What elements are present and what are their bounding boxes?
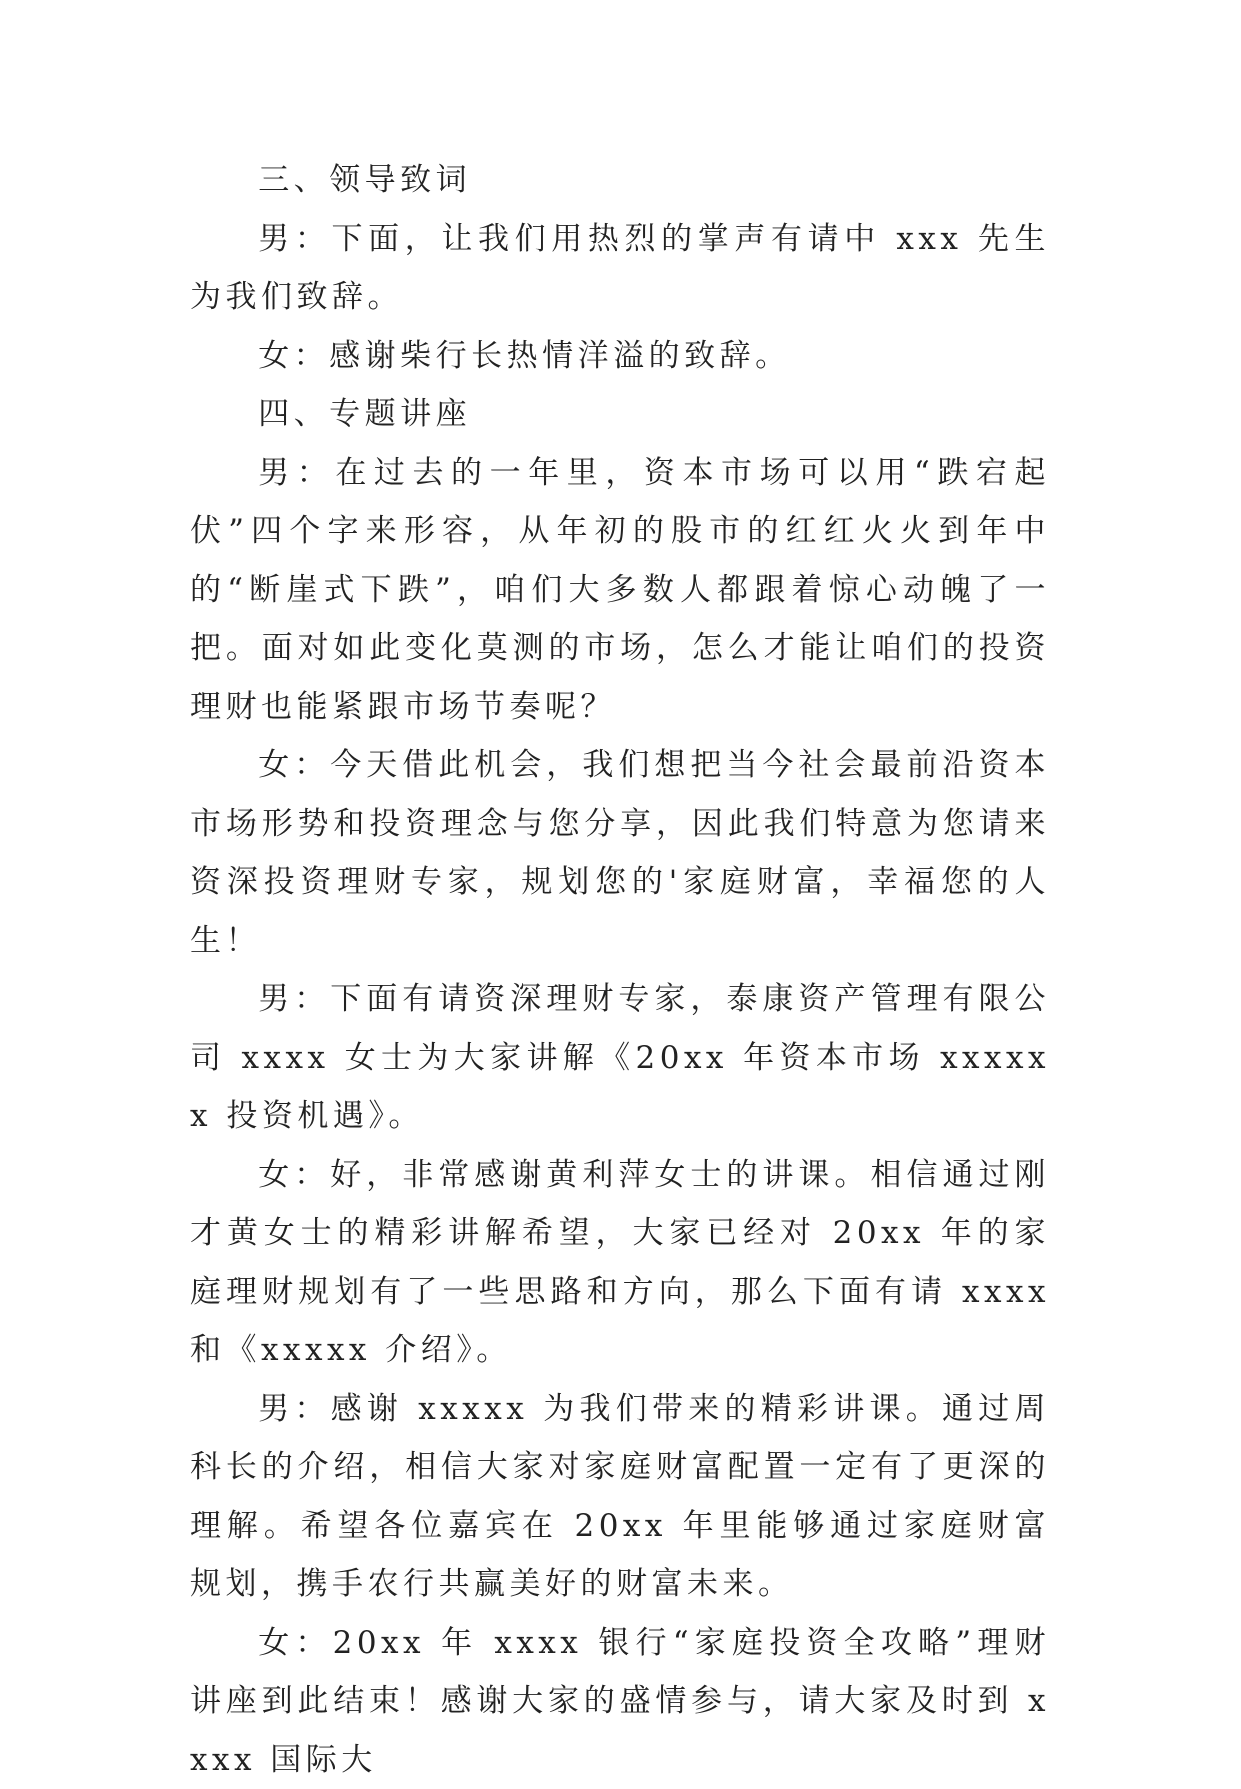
paragraph-female-host-closing: 女：20xx 年 xxxx 银行“家庭投资全攻略”理财讲座到此结束！感谢大家的盛情参与，请大家及时到 xxxx 国际大 bbox=[190, 1614, 1050, 1789]
paragraph-male-host-invite: 男：下面，让我们用热烈的掌声有请中 xxx 先生为我们致辞。 bbox=[190, 210, 1050, 327]
paragraph-female-host-opportunity: 女：今天借此机会，我们想把当今社会最前沿资本市场形势和投资理念与您分享，因此我们特意为您请来资深投资理财专家，规划您的'家庭财富，幸福您的人生！ bbox=[190, 736, 1050, 970]
paragraph-male-host-market: 男：在过去的一年里，资本市场可以用“跌宕起伏”四个字来形容，从年初的股市的红红火火到年中的“断崖式下跌”，咱们大多数人都跟着惊心动魄了一把。面对如此变化莫测的市场，怎么才能让咱们的投资理财也能紧跟市场节奏呢？ bbox=[190, 444, 1050, 737]
paragraph-male-host-expert: 男：下面有请资深理财专家，泰康资产管理有限公司 xxxx 女士为大家讲解《20xx 年资本市场 xxxxxx 投资机遇》。 bbox=[190, 970, 1050, 1146]
paragraph-male-host-summary: 男：感谢 xxxxx 为我们带来的精彩讲课。通过周科长的介绍，相信大家对家庭财富配置一定有了更深的理解。希望各位嘉宾在 20xx 年里能够通过家庭财富规划，携手农行共赢美好的财富未来。 bbox=[190, 1380, 1050, 1614]
section-heading-special-lecture: 四、专题讲座 bbox=[190, 385, 1050, 444]
paragraph-female-host-lecture-thanks: 女：好，非常感谢黄利萍女士的讲课。相信通过刚才黄女士的精彩讲解希望，大家已经对 20xx 年的家庭理财规划有了一些思路和方向，那么下面有请 xxxx 和《xxxxx 介绍》。 bbox=[190, 1146, 1050, 1380]
paragraph-female-host-thanks: 女：感谢柴行长热情洋溢的致辞。 bbox=[190, 327, 1050, 386]
section-heading-leader-speech: 三、领导致词 bbox=[190, 151, 1050, 210]
document-body bbox=[190, 151, 1050, 1789]
